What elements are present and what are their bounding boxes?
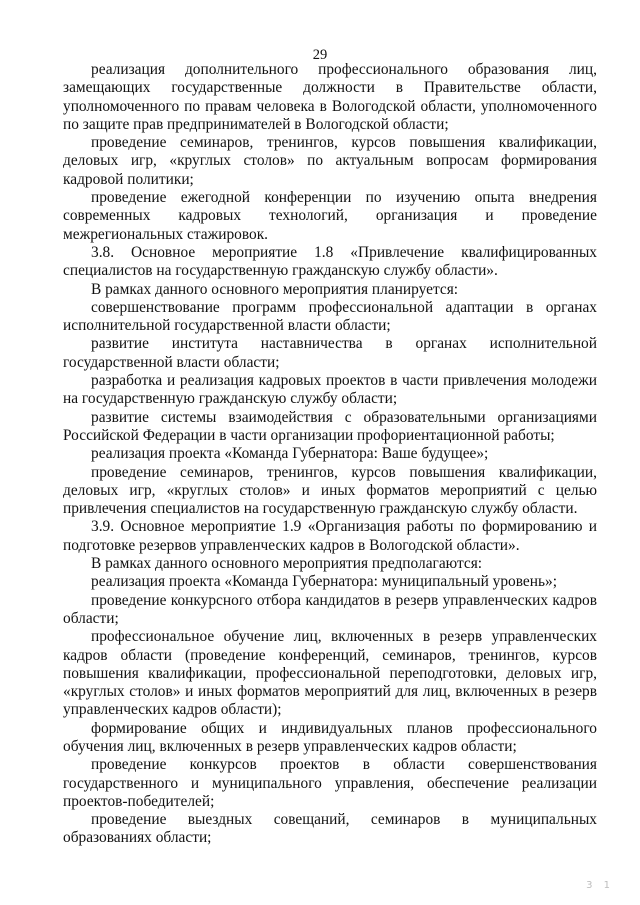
paragraph-5: В рамках данного основного мероприятия планируется: [91, 280, 459, 298]
paragraph-14: реализация проекта «Команда Губернатора: муниципальный уровень»; [91, 573, 557, 591]
paragraph-19: проведение выездных совещаний, семинаров в муниципальных образованиях области; [63, 811, 597, 847]
paragraph-17: формирование общих и индивидуальных планов профессионального обучения лиц, включенных в резерв управленческих кадров области; [63, 719, 597, 755]
paragraph-6: совершенствование программ профессиональной адаптации в органах исполнительной государственной власти области; [63, 298, 597, 335]
document-body [63, 61, 597, 848]
footer-mark: 3 1 [586, 879, 614, 891]
paragraph-8: разработка и реализация кадровых проектов в части привлечения молодежи на государственную гражданскую службу области; [63, 372, 597, 408]
paragraph-11: проведение семинаров, тренингов, курсов повышения квалификации, деловых игр, «круглых столов» и иных форматов мероприятий с целью привлечения специалистов на государственную гражданскую службу области. [63, 463, 597, 518]
page-number: 29 [312, 47, 328, 63]
paragraph-2: проведение семинаров, тренингов, курсов повышения квалификации, деловых игр, «круглых столов» по актуальным вопросам формирования кадровой политики; [63, 134, 597, 188]
section-3-8-heading: 3.8. Основное мероприятие 1.8 «Привлечение квалифицированных специалистов на государственную гражданскую службу области». [63, 243, 597, 280]
paragraph-9: развитие системы взаимодействия с образовательными организациями Российской Федерации в части организации профориентационной работы; [63, 408, 597, 444]
paragraph-16: профессиональное обучение лиц, включенных в резерв управленческих кадров области (проведение конференций, семинаров, тренингов, курсов повышения квалификации, профессиональной переподготовки, деловых игр, «круглых столов» и иных форматов мероприятий для лиц, включенных в резерв управленческих кадров области); [63, 628, 597, 719]
paragraph-10: реализация проекта «Команда Губернатора: Ваше будущее»; [91, 445, 489, 463]
paragraph-7: развитие института наставничества в органах исполнительной государственной власти области; [63, 335, 597, 371]
section-3-9-heading: 3.9. Основное мероприятие 1.9 «Организация работы по формированию и подготовке резервов управленческих кадров в Вологодской области». [63, 518, 597, 554]
paragraph-18: проведение конкурсов проектов в области совершенствования государственного и муниципального управления, обеспечение реализации проектов-победителей; [63, 756, 597, 810]
paragraph-15: проведение конкурсного отбора кандидатов в резерв управленческих кадров области; [63, 591, 597, 627]
paragraph-3: проведение ежегодной конференции по изучению опыта внедрения современных кадровых технологий, организация и проведение межрегиональных стажировок. [63, 189, 597, 243]
paragraph-13: В рамках данного основного мероприятия предполагаются: [91, 555, 483, 573]
paragraph-1: реализация дополнительного профессионального образования лиц, замещающих государственные должности в Правительстве области, уполномоченного по правам человека в Вологодской области, уполномоченного по защите прав предпринимателей в Вологодской области; [63, 61, 597, 133]
